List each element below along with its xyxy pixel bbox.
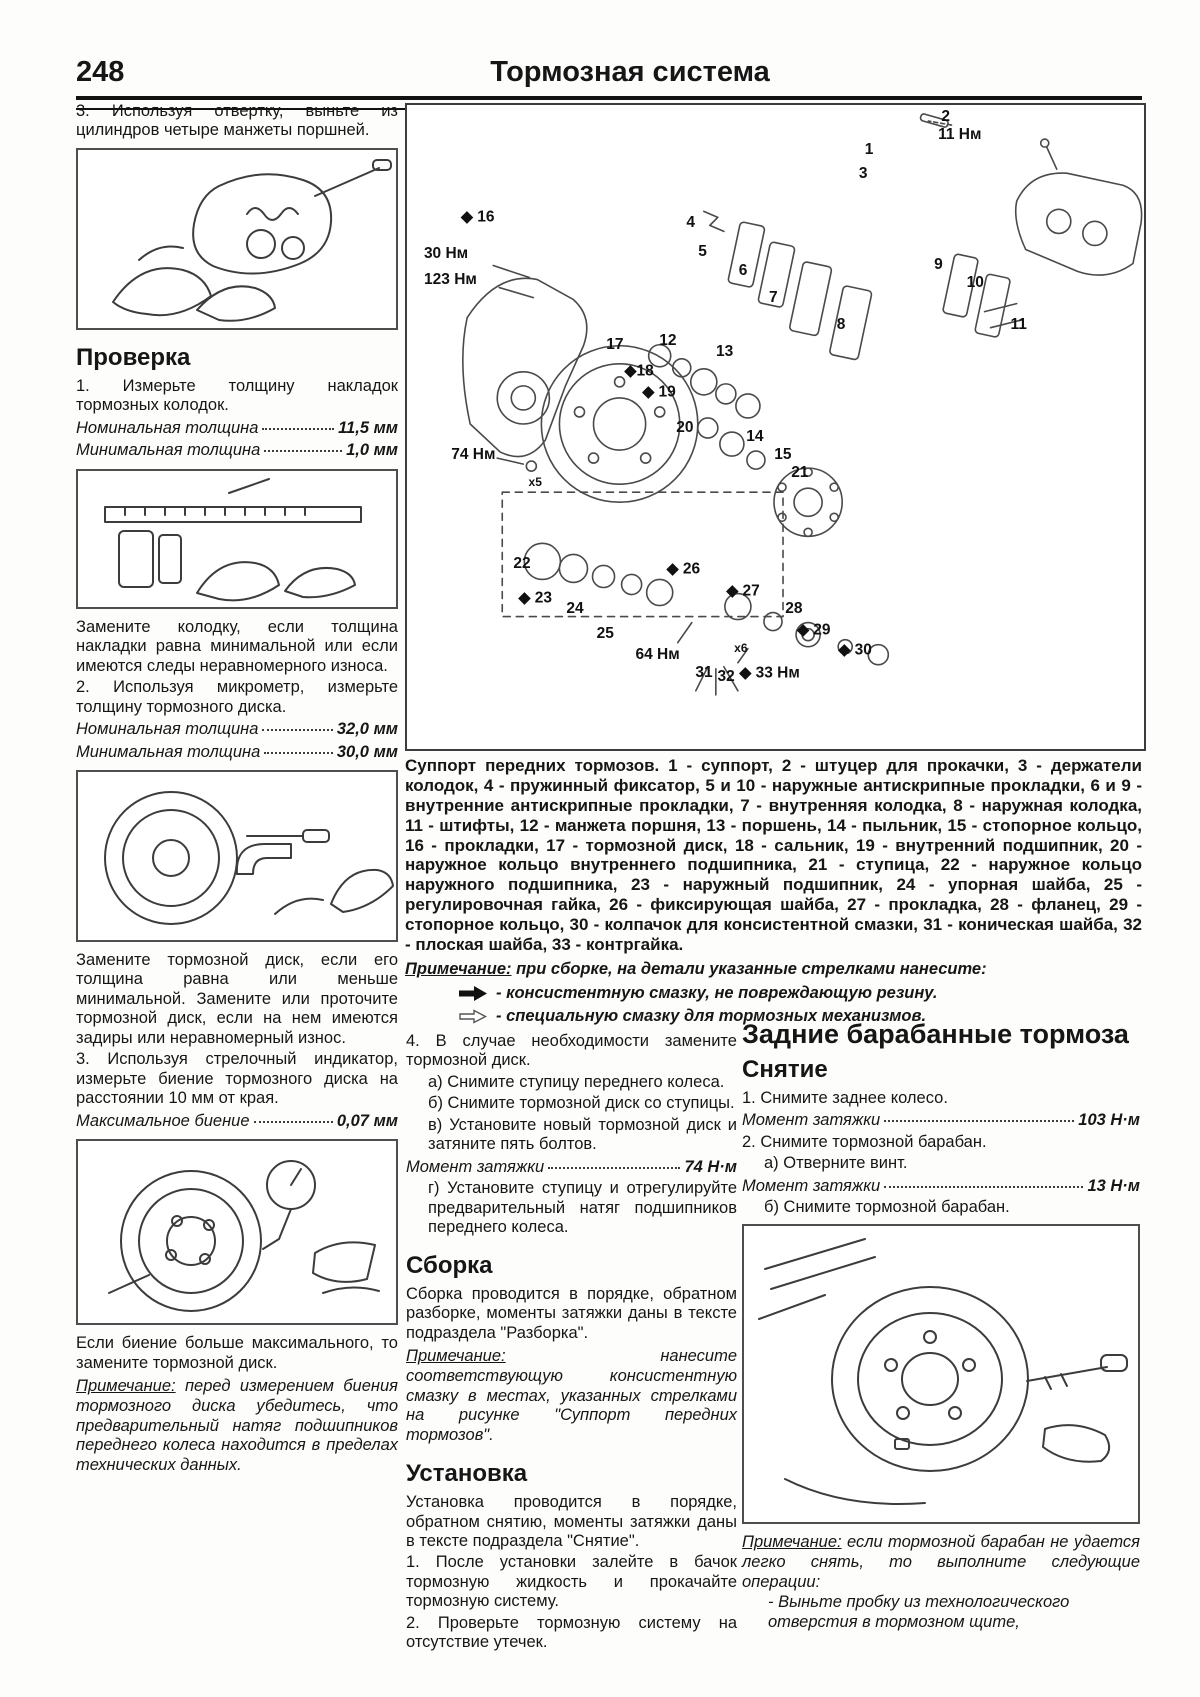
paragraph-assembly: Сборка проводится в порядке, обратном разборке, моменты затяжки даны в тексте подраздела "Разборка". (406, 1284, 737, 1342)
diagram-label: 32 (717, 667, 735, 685)
paragraph-check1: 1. Измерьте толщину накладок тормозных колодок. (76, 376, 398, 415)
diagram-label: 24 (566, 599, 584, 617)
spec-torque-103 (742, 1110, 1140, 1131)
figure-dial-indicator (76, 1139, 398, 1325)
exploded-diagram (405, 103, 1146, 751)
paragraph-replace-pad: Замените колодку, если толщина накладки равна минимальной или если имеются следы неравномерного износа. (76, 617, 398, 675)
dotted-leader (264, 752, 333, 754)
diagram-label: 123 Нм (424, 271, 477, 289)
spec-value: 11,5 мм (338, 418, 398, 437)
diagram-caption-block (405, 756, 1142, 1026)
piston-cups-illustration (79, 152, 395, 326)
paragraph-rear-step2: 2. Снимите тормозной барабан. (742, 1132, 987, 1151)
dotted-leader (264, 450, 342, 452)
paragraph-step4b: б) Снимите тормозной диск со ступицы. (428, 1094, 735, 1113)
dotted-leader (884, 1186, 1083, 1188)
spec-value: 13 Н·м (1087, 1176, 1140, 1195)
removal-heading: Снятие (742, 1055, 828, 1083)
spec-label: Минимальная толщина (76, 742, 261, 761)
spec-runout (76, 1111, 398, 1132)
assembly-note (406, 1347, 737, 1446)
diagram-label: 15 (774, 446, 792, 464)
diagram-label: 12 (659, 331, 677, 349)
diagram-label: 11 (1010, 315, 1027, 333)
diagram-label: ◆18 (624, 362, 654, 380)
dial-indicator-illustration (79, 1143, 395, 1321)
figure-brake-drum (742, 1224, 1140, 1524)
spec-label: Момент затяжки (742, 1176, 881, 1195)
check-heading: Проверка (76, 343, 191, 371)
assembly-heading: Сборка (406, 1251, 493, 1279)
diagram-label: 14 (746, 428, 764, 446)
diagram-label: ◆ 30 (838, 641, 872, 659)
spec-pad-nominal (76, 418, 398, 439)
note-text: перед измерением биения тормозного диска убедитесь, что предварительный натяг подшипников переднего колеса находится в пределах технических данных. (76, 1377, 398, 1475)
left-column (76, 102, 398, 1476)
page-title: Тормозная система (490, 56, 770, 88)
diagram-label: 5 (698, 243, 707, 261)
filled-arrow-icon (459, 986, 487, 1001)
brake-drum-illustration (745, 1229, 1137, 1519)
diagram-note (405, 960, 1142, 980)
exploded-diagram-art (407, 105, 1144, 749)
left-note (76, 1377, 398, 1476)
dotted-leader (262, 428, 334, 430)
dotted-leader (262, 729, 332, 731)
spec-disc-nominal (76, 719, 398, 740)
spec-value: 74 Н·м (684, 1157, 737, 1176)
diagram-label: x6 (734, 640, 748, 655)
note-text: если тормозной барабан не удается легко снять, то выполните следующие операции: (742, 1533, 1140, 1592)
diagram-label: 3 (858, 164, 868, 182)
diagram-label: 2 (941, 108, 951, 126)
diagram-caption: Суппорт передних тормозов. 1 - суппорт, 2 - штуцер для прокачки, 3 - держатели колодок, 4 - пружинный фиксатор, 5 и 10 - наружные антискрипные прокладки, 6 и 9 - внутренние антискрипные прокладки, 7 - внутренняя колодка, 8 - наружная колодка, 11 - штифты, 12 - манжета поршня, 13 - поршень, 14 - пыльник, 15 - стопорное кольцо, 16 - прокладки, 17 - тормозной диск, 18 - сальник, 19 - внутренний подшипник, 20 - наружное кольцо внутреннего подшипника, 21 - ступица, 22 - наружное кольцо наружного подшипника, 23 - наружный подшипник, 24 - упорная шайба, 25 - регулировочная гайка, 26 - фиксирующая шайба, 27 - прокладка, 28 - фланец, 29 - стопорное кольцо, 30 - колпачок для консистентной смазки, 31 - коническая шайба, 32 - плоская шайба, 33 - контргайка. (405, 756, 1142, 954)
diagram-label: 8 (836, 315, 846, 333)
diagram-label: 10 (966, 274, 984, 292)
dotted-leader (884, 1120, 1074, 1122)
paragraph-runout-result: Если биение больше максимального, то замените тормозной диск. (76, 1334, 398, 1372)
diagram-label: 17 (606, 335, 624, 353)
figure-measure-pad-thickness (76, 469, 398, 609)
spec-pad-min (76, 440, 398, 461)
diagram-label: ◆ 19 (642, 383, 676, 401)
middle-column (406, 1032, 737, 1655)
diagram-label: ◆ 27 (726, 582, 760, 600)
note-label: Примечание: (406, 1347, 506, 1366)
micrometer-illustration (79, 774, 395, 938)
paragraph-install2: 2. Проверьте тормозную систему на отсутствие утечек. (406, 1613, 737, 1652)
paragraph-install: Установка проводится в порядке, обратном снятию, моменты затяжки даны в тексте подраздела "Снятие". (406, 1493, 737, 1550)
diagram-label: 1 (864, 141, 874, 159)
diagram-label: 4 (686, 214, 696, 232)
figure-remove-piston-cups (76, 148, 398, 330)
rear-note-item: - Выньте пробку из технологического отверстия в тормозном щите, (768, 1592, 1070, 1631)
spec-disc-min (76, 742, 398, 763)
diagram-label: ◆ 29 (797, 621, 831, 639)
diagram-label: 74 Нм (451, 446, 496, 464)
diagram-label: 7 (768, 288, 778, 306)
diagram-label: 21 (791, 464, 809, 482)
diagram-label: 13 (716, 342, 734, 360)
diagram-label: 11 Нм (938, 125, 982, 143)
note-label: Примечание: (742, 1533, 842, 1552)
paragraph-check2: 2. Используя микрометр, измерьте толщину тормозного диска. (76, 678, 398, 716)
dotted-leader (254, 1121, 333, 1123)
note-text: при сборке, на детали указанные стрелками нанесите: (511, 959, 987, 978)
legend-text: - специальную смазку для тормозных механизмов. (496, 1006, 927, 1025)
diagram-label: ◆ 16 (461, 208, 495, 226)
note-label: Примечание: (405, 959, 512, 978)
spec-value: 32,0 мм (336, 720, 398, 739)
paragraph-step4g: г) Установите ступицу и отрегулируйте предварительный натяг подшипников переднего колеса. (428, 1179, 737, 1237)
pad-measure-illustration (79, 473, 395, 605)
spec-value: 1,0 мм (346, 441, 398, 460)
paragraph-check3: 3. Используя стрелочный индикатор, измерьте биение тормозного диска на расстоянии 10 мм от края. (76, 1050, 398, 1108)
rear-drum-heading: Задние барабанные тормоза (742, 1019, 1129, 1049)
spec-label: Номинальная толщина (76, 720, 259, 739)
diagram-label: 28 (785, 599, 803, 617)
paragraph-rear-step2a: а) Отверните винт. (764, 1154, 908, 1173)
note-label: Примечание: (76, 1377, 176, 1396)
spec-label: Момент затяжки (742, 1111, 881, 1130)
spec-value: 30,0 мм (336, 742, 398, 761)
spec-torque-13 (742, 1176, 1140, 1197)
diagram-label: ◆ 23 (518, 589, 552, 607)
diagram-label: 20 (676, 419, 694, 437)
diagram-label: ◆ 33 Нм (739, 664, 800, 682)
spec-torque-74 (406, 1157, 737, 1178)
diagram-label: 9 (934, 255, 943, 273)
spec-value: 103 Н·м (1078, 1111, 1140, 1130)
install-heading: Установка (406, 1460, 528, 1488)
spec-value: 0,07 мм (336, 1111, 398, 1130)
paragraph-install1: 1. После установки залейте в бачок тормозную жидкость и прокачайте тормозную систему. (406, 1553, 737, 1611)
spec-label: Номинальная толщина (76, 418, 259, 437)
diagram-label: 30 Нм (423, 245, 469, 263)
diagram-label: 64 Нм (635, 645, 680, 663)
figure-micrometer-disc (76, 770, 398, 942)
paragraph-step4a: а) Снимите ступицу переднего колеса. (428, 1072, 725, 1091)
grease-legend-filled (405, 984, 1142, 1003)
page-number: 248 (76, 56, 125, 88)
rear-note (742, 1533, 1140, 1592)
spec-label: Максимальное биение (76, 1111, 250, 1130)
dotted-leader (548, 1167, 680, 1169)
diagram-label: ◆ 26 (666, 560, 701, 578)
paragraph-rear-step1: 1. Снимите заднее колесо. (742, 1088, 948, 1107)
spec-label: Минимальная толщина (76, 441, 261, 460)
note-text: нанесите соответствующую консистентную смазку в местах, указанных стрелками на рисунке "Суппорт передних тормозов". (406, 1347, 737, 1445)
diagram-label: 25 (596, 624, 614, 642)
spec-label: Момент затяжки (406, 1157, 545, 1176)
outline-arrow-icon (459, 1009, 487, 1024)
diagram-label: x5 (528, 474, 542, 489)
diagram-label: 6 (738, 261, 748, 279)
paragraph-step3: 3. Используя отвертку, выньте из цилиндров четыре манжеты поршней. (76, 102, 398, 140)
diagram-label: 31 (695, 664, 713, 681)
right-column (742, 1020, 1140, 1632)
diagram-label: 22 (513, 554, 531, 572)
legend-text: - консистентную смазку, не повреждающую резину. (496, 983, 938, 1002)
paragraph-step4v: в) Установите новый тормозной диск и затяните пять болтов. (428, 1115, 737, 1154)
paragraph-step4: 4. В случае необходимости замените тормозной диск. (406, 1032, 737, 1070)
paragraph-replace-disc: Замените тормозной диск, если его толщина равна или меньше минимальной. Замените или проточите тормозной диск, если на нем имеются задиры или неравномерный износ. (76, 950, 398, 1047)
paragraph-rear-step2b: б) Снимите тормозной барабан. (764, 1197, 1010, 1216)
